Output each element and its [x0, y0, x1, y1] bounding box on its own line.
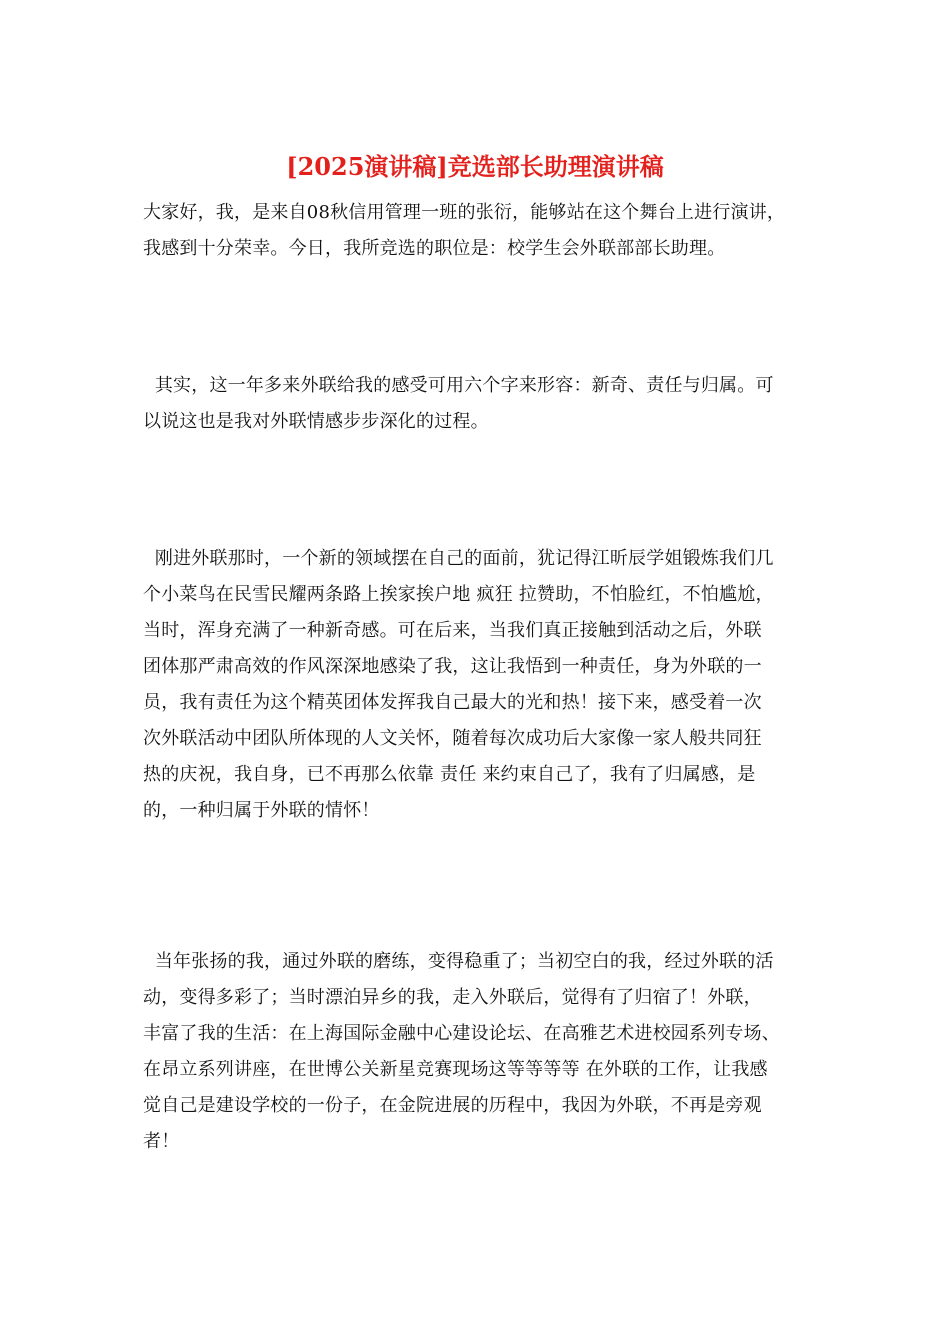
- paragraph-line: 次外联活动中团队所体现的人文关怀，随着每次成功后大家像一家人般共同狂: [143, 728, 762, 749]
- paragraph-1: [143, 195, 813, 267]
- paragraph-line: 员，我有责任为这个精英团体发挥我自己最大的光和热！接下来，感受着一次: [143, 692, 762, 713]
- paragraph-line: 的，一种归属于外联的情怀！: [143, 800, 380, 821]
- paragraph-line: 热的庆祝，我自身，已不再那么依靠 责任 来约束自己了，我有了归属感，是: [143, 764, 756, 785]
- paragraph-line: 动，变得多彩了；当时漂泊异乡的我，走入外联后，觉得有了归宿了！外联，: [143, 987, 762, 1008]
- paragraph-line: 当时，浑身充满了一种新奇感。可在后来，当我们真正接触到活动之后，外联: [143, 620, 762, 641]
- paragraph-line: 我感到十分荣幸。今日，我所竞选的职位是：校学生会外联部部长助理。: [143, 238, 726, 259]
- paragraph-line: 当年张扬的我，通过外联的磨练，变得稳重了；当初空白的我，经过外联的活: [143, 951, 774, 972]
- paragraph-2: [143, 368, 813, 440]
- paragraph-line: 者！: [143, 1131, 180, 1152]
- paragraph-line: 丰富了我的生活：在上海国际金融中心建设论坛、在高雅艺术进校园系列专场、: [143, 1023, 780, 1044]
- document-title: [2025演讲稿]竞选部长助理演讲稿: [286, 152, 664, 181]
- paragraph-line: 刚进外联那时，一个新的领域摆在自己的面前，犹记得江昕辰学姐锻炼我们几: [143, 548, 774, 569]
- paragraph-line: 团体那严肃高效的作风深深地感染了我，这让我悟到一种责任，身为外联的一: [143, 656, 762, 677]
- paragraph-line: 个小菜鸟在民雪民耀两条路上挨家挨户地 疯狂 拉赞助，不怕脸红，不怕尴尬，: [143, 584, 774, 605]
- paragraph-line: 在昂立系列讲座，在世博公关新星竞赛现场这等等等等 在外联的工作，让我感: [143, 1059, 768, 1080]
- paragraph-3: [143, 541, 813, 829]
- paragraph-line: 以说这也是我对外联情感步步深化的过程。: [143, 411, 489, 432]
- paragraph-line: 大家好，我，是来自08秋信用管理一班的张衍，能够站在这个舞台上进行演讲，: [143, 202, 786, 223]
- paragraph-4: [143, 944, 813, 1160]
- paragraph-line: 其实，这一年多来外联给我的感受可用六个字来形容：新奇、责任与归属。可: [143, 375, 774, 396]
- paragraph-line: 觉自己是建设学校的一份子，在金院进展的历程中，我因为外联，不再是旁观: [143, 1095, 762, 1116]
